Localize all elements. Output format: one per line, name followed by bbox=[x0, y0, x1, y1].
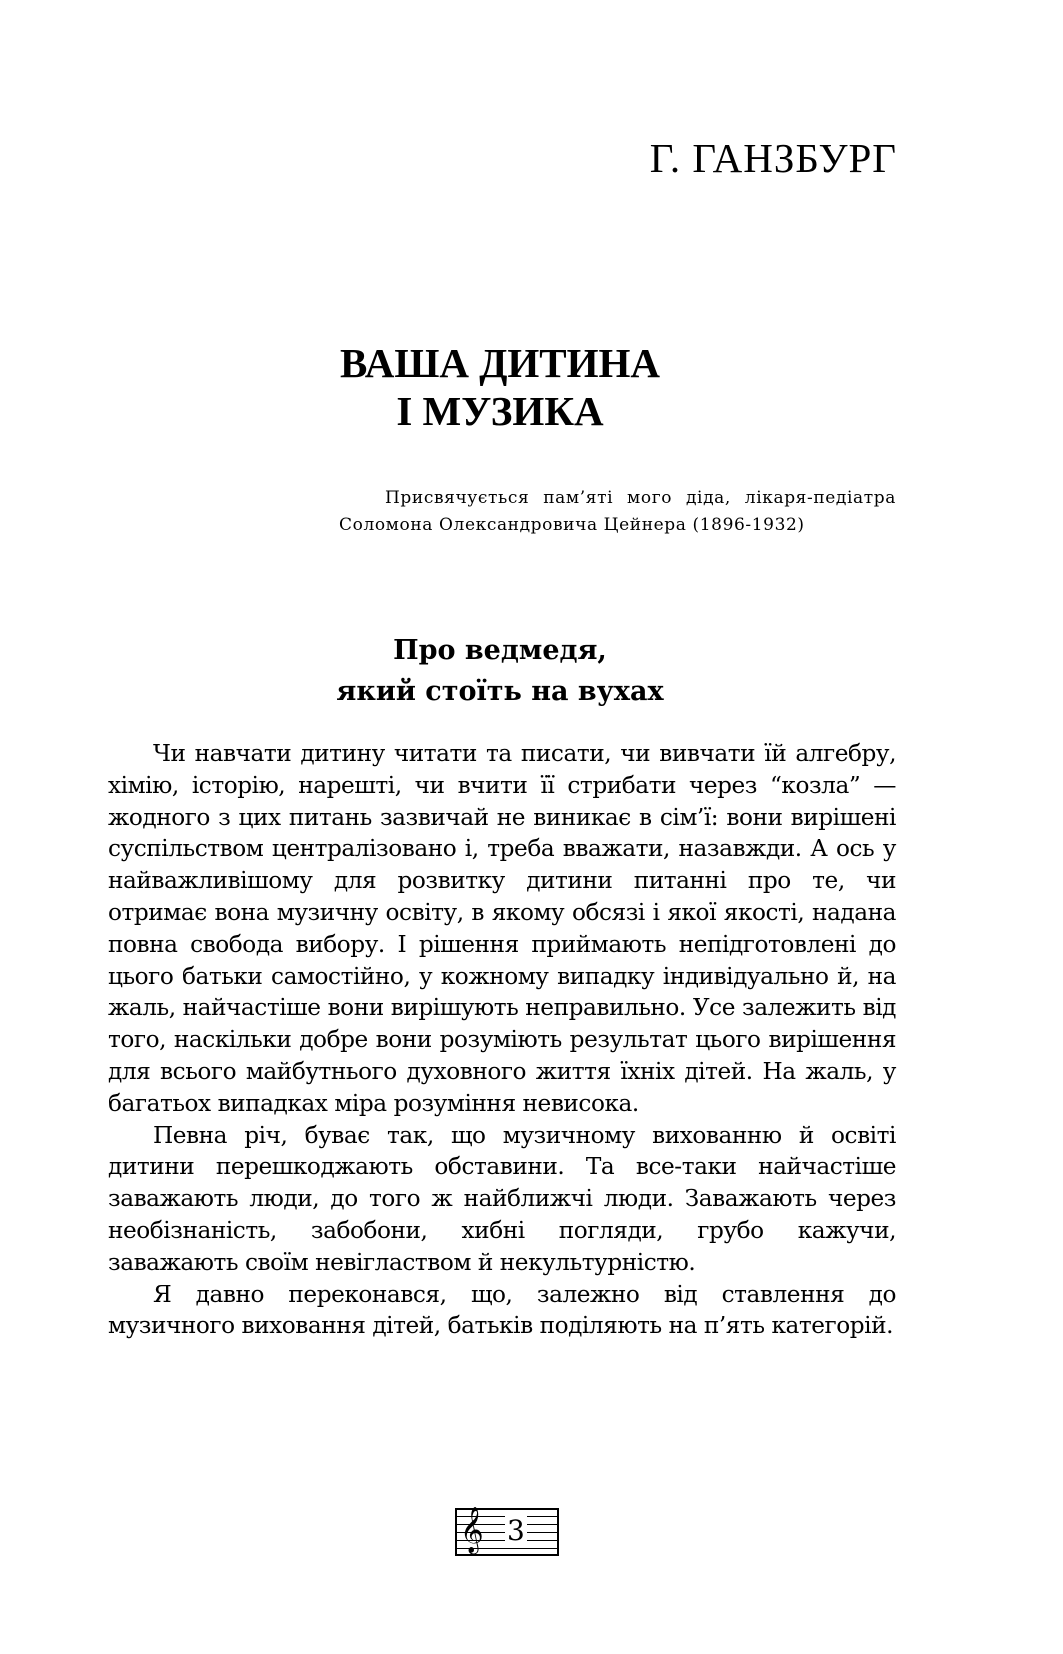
section-heading-line-1: Про ведмедя, bbox=[393, 635, 607, 666]
body-text bbox=[108, 738, 896, 1342]
paragraph-2: Певна річ, буває так, що музичному вихованню й освіті дитини перешкоджають обставини. Та все-таки найчастіше заважають люди, до того ж найближчі люди. Заважають через необізнаність, забобони, хибні погляди, грубо кажучи, заважають своїм невіглаством й некультурністю. bbox=[108, 1121, 896, 1276]
dedication: Присвячується пам’яті мого діда, лікаря-педіатра Соломона Олександровича Цейнера (1896-1932) bbox=[339, 488, 896, 535]
paragraph-3: Я давно переконався, що, залежно від ставлення до музичного виховання дітей, батьків поділяють на п’ять категорій. bbox=[108, 1280, 896, 1340]
section-heading-line-2: який стоїть на вухах bbox=[336, 676, 664, 707]
book-title bbox=[200, 339, 800, 435]
treble-clef-icon: 𝄞 bbox=[460, 1507, 484, 1553]
paragraph-1: Чи навчати дитину читати та писати, чи вивчати їй алгебру, хімію, історію, нарешті, чи вчити її стрибати через “козла” — жодного з цих питань зазвичай не виникає в сім’ї: вони вирішені суспільством централізовано і, треба вважати, назавжди. А ось у найважливішому для розвитку дитини питанні про те, чи отримає вона музичну освіту, в якому обсязі і якої якості, надана повна свобода вибору. І рішення приймають непідготовлені до цього батьки самостійно, у кожному випадку індивідуально й, на жаль, найчастіше вони вирішують неправильно. Усе залежить від того, наскільки добре вони розуміють результат цього вирішення для всього майбутнього духовного життя їхніх дітей. На жаль, у багатьох випадках міра розуміння невисока. bbox=[108, 740, 896, 1117]
book-title-line-2: І МУЗИКА bbox=[396, 388, 604, 434]
page-number-box bbox=[455, 1508, 559, 1556]
author-name: Г. ГАНЗБУРГ bbox=[649, 135, 897, 181]
page-number: 3 bbox=[507, 1514, 525, 1547]
section-heading bbox=[200, 630, 800, 712]
book-title-line-1: ВАША ДИТИНА bbox=[339, 340, 661, 386]
